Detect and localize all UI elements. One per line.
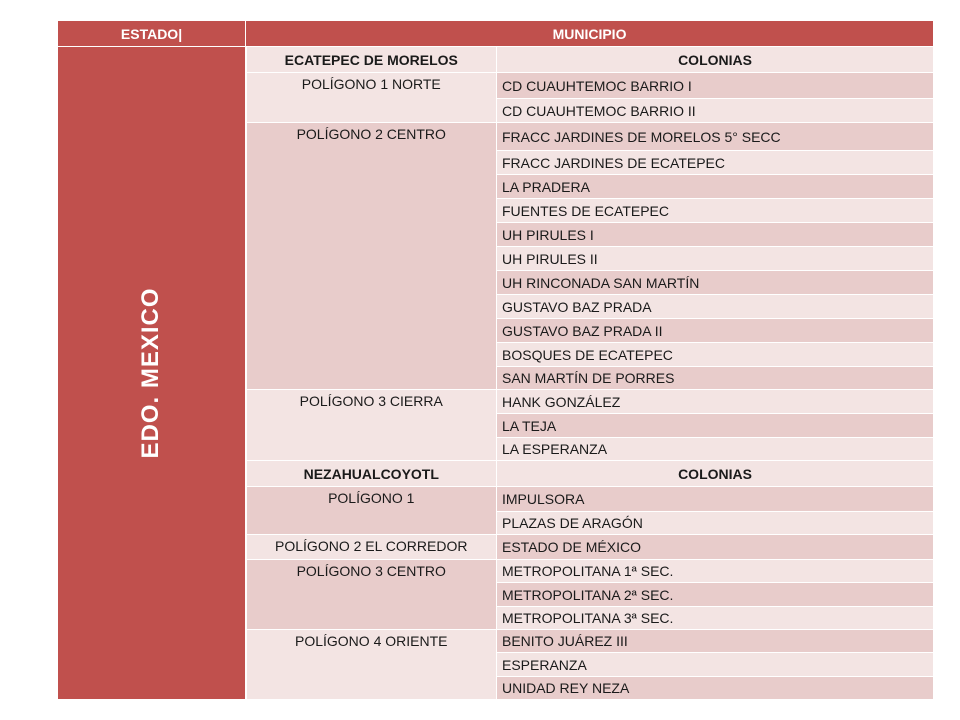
poligono-cell: POLÍGONO 3 CENTRO <box>246 560 497 630</box>
poligono-cell: POLÍGONO 1 NORTE <box>246 73 497 123</box>
header-row <box>58 21 934 47</box>
colonia-cell: SAN MARTÍN DE PORRES <box>497 367 934 390</box>
colonia-cell: HANK GONZÁLEZ <box>497 390 934 414</box>
colonia-cell: LA TEJA <box>497 414 934 438</box>
colonia-cell: ESPERANZA <box>497 653 934 677</box>
colonias-header: COLONIAS <box>497 47 934 73</box>
poligono-cell: POLÍGONO 4 ORIENTE <box>246 630 497 700</box>
poligono-cell: POLÍGONO 2 EL CORREDOR <box>246 535 497 560</box>
poligono-cell: POLÍGONO 3 CIERRA <box>246 390 497 461</box>
colonia-cell: LA ESPERANZA <box>497 438 934 461</box>
colonias-header: COLONIAS <box>497 461 934 487</box>
colonia-cell: METROPOLITANA 2ª SEC. <box>497 583 934 607</box>
colonia-cell: BENITO JUÁREZ III <box>497 630 934 653</box>
colonia-cell: CD CUAUHTEMOC BARRIO II <box>497 99 934 123</box>
colonia-cell: LA PRADERA <box>497 175 934 199</box>
colonia-cell: ESTADO DE MÉXICO <box>497 535 934 560</box>
colonia-cell: METROPOLITANA 1ª SEC. <box>497 560 934 583</box>
colonias-table <box>57 20 934 700</box>
municipio-header: MUNICIPIO <box>246 21 934 47</box>
municipio-name: ECATEPEC DE MORELOS <box>246 47 497 73</box>
colonia-cell: UNIDAD REY NEZA <box>497 677 934 700</box>
colonia-cell: GUSTAVO BAZ PRADA <box>497 295 934 319</box>
state-cell <box>58 47 246 700</box>
colonia-cell: IMPULSORA <box>497 487 934 512</box>
poligono-cell: POLÍGONO 1 <box>246 487 497 535</box>
municipio-header-row <box>58 47 934 73</box>
colonia-cell: UH PIRULES I <box>497 223 934 247</box>
table-body <box>58 47 934 700</box>
colonia-cell: BOSQUES DE ECATEPEC <box>497 343 934 367</box>
poligono-cell: POLÍGONO 2 CENTRO <box>246 123 497 390</box>
colonia-cell: CD CUAUHTEMOC BARRIO I <box>497 73 934 99</box>
colonia-cell: FUENTES DE ECATEPEC <box>497 199 934 223</box>
colonia-cell: UH PIRULES II <box>497 247 934 271</box>
colonia-cell: GUSTAVO BAZ PRADA II <box>497 319 934 343</box>
estado-header: ESTADO| <box>58 21 246 47</box>
state-name: EDO. MEXICO <box>137 287 165 459</box>
colonia-cell: UH RINCONADA SAN MARTÍN <box>497 271 934 295</box>
municipio-name: NEZAHUALCOYOTL <box>246 461 497 487</box>
colonia-cell: PLAZAS DE ARAGÓN <box>497 512 934 535</box>
colonia-cell: FRACC JARDINES DE ECATEPEC <box>497 151 934 175</box>
colonia-cell: METROPOLITANA 3ª SEC. <box>497 607 934 630</box>
colonia-cell: FRACC JARDINES DE MORELOS 5° SECC <box>497 123 934 151</box>
colonias-table-container <box>57 20 933 702</box>
